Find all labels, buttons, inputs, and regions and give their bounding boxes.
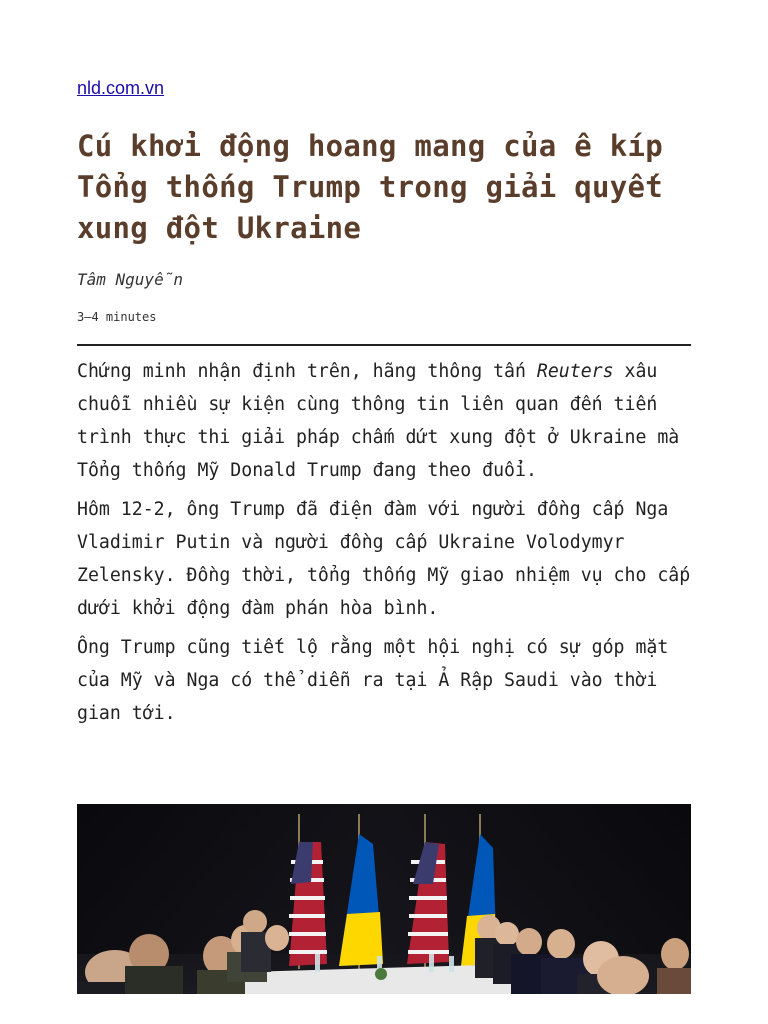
reuters-italic: Reuters [536, 361, 614, 382]
article-title: Cú khởi động hoang mang của ê kíp Tổng thống Trump trong giải quyết xung đột Ukraine [77, 129, 664, 245]
article-body [77, 355, 691, 736]
paragraph-1 [77, 355, 691, 487]
reading-time: 3–4 minutes [77, 310, 157, 324]
paragraph-1-text-end: xâu chuỗi nhiều sự kiện cùng thông tin liên quan đến tiến trình thực thi giải pháp chấm dứt xung đột ở Ukraine mà Tổng thống Mỹ Donald Trump đang theo đuổi. [77, 361, 680, 481]
source-link[interactable]: nld.com.vn [77, 78, 165, 98]
us-flag-left [289, 842, 327, 966]
divider [77, 344, 691, 346]
author-name: Tâm Nguyễn [77, 270, 183, 289]
paragraph-3: Ông Trump cũng tiết lộ rằng một hội nghị có sự góp mặt của Mỹ và Nga có thể diễn ra tại Ả Rập Saudi vào thời gian tới. [77, 637, 669, 724]
paragraph-2: Hôm 12-2, ông Trump đã điện đàm với người đồng cấp Nga Vladimir Putin và người đồng cấp Ukraine Volodymyr Zelensky. Đồng thời, tổng thống Mỹ giao nhiệm vụ cho cấp dưới khởi động đàm phán hòa bình. [77, 499, 691, 619]
article-photo [77, 804, 691, 994]
meeting-photo-illustration [77, 804, 691, 994]
paragraph-1-text-start: Chứng minh nhận định trên, hãng thông tấn [77, 361, 537, 382]
